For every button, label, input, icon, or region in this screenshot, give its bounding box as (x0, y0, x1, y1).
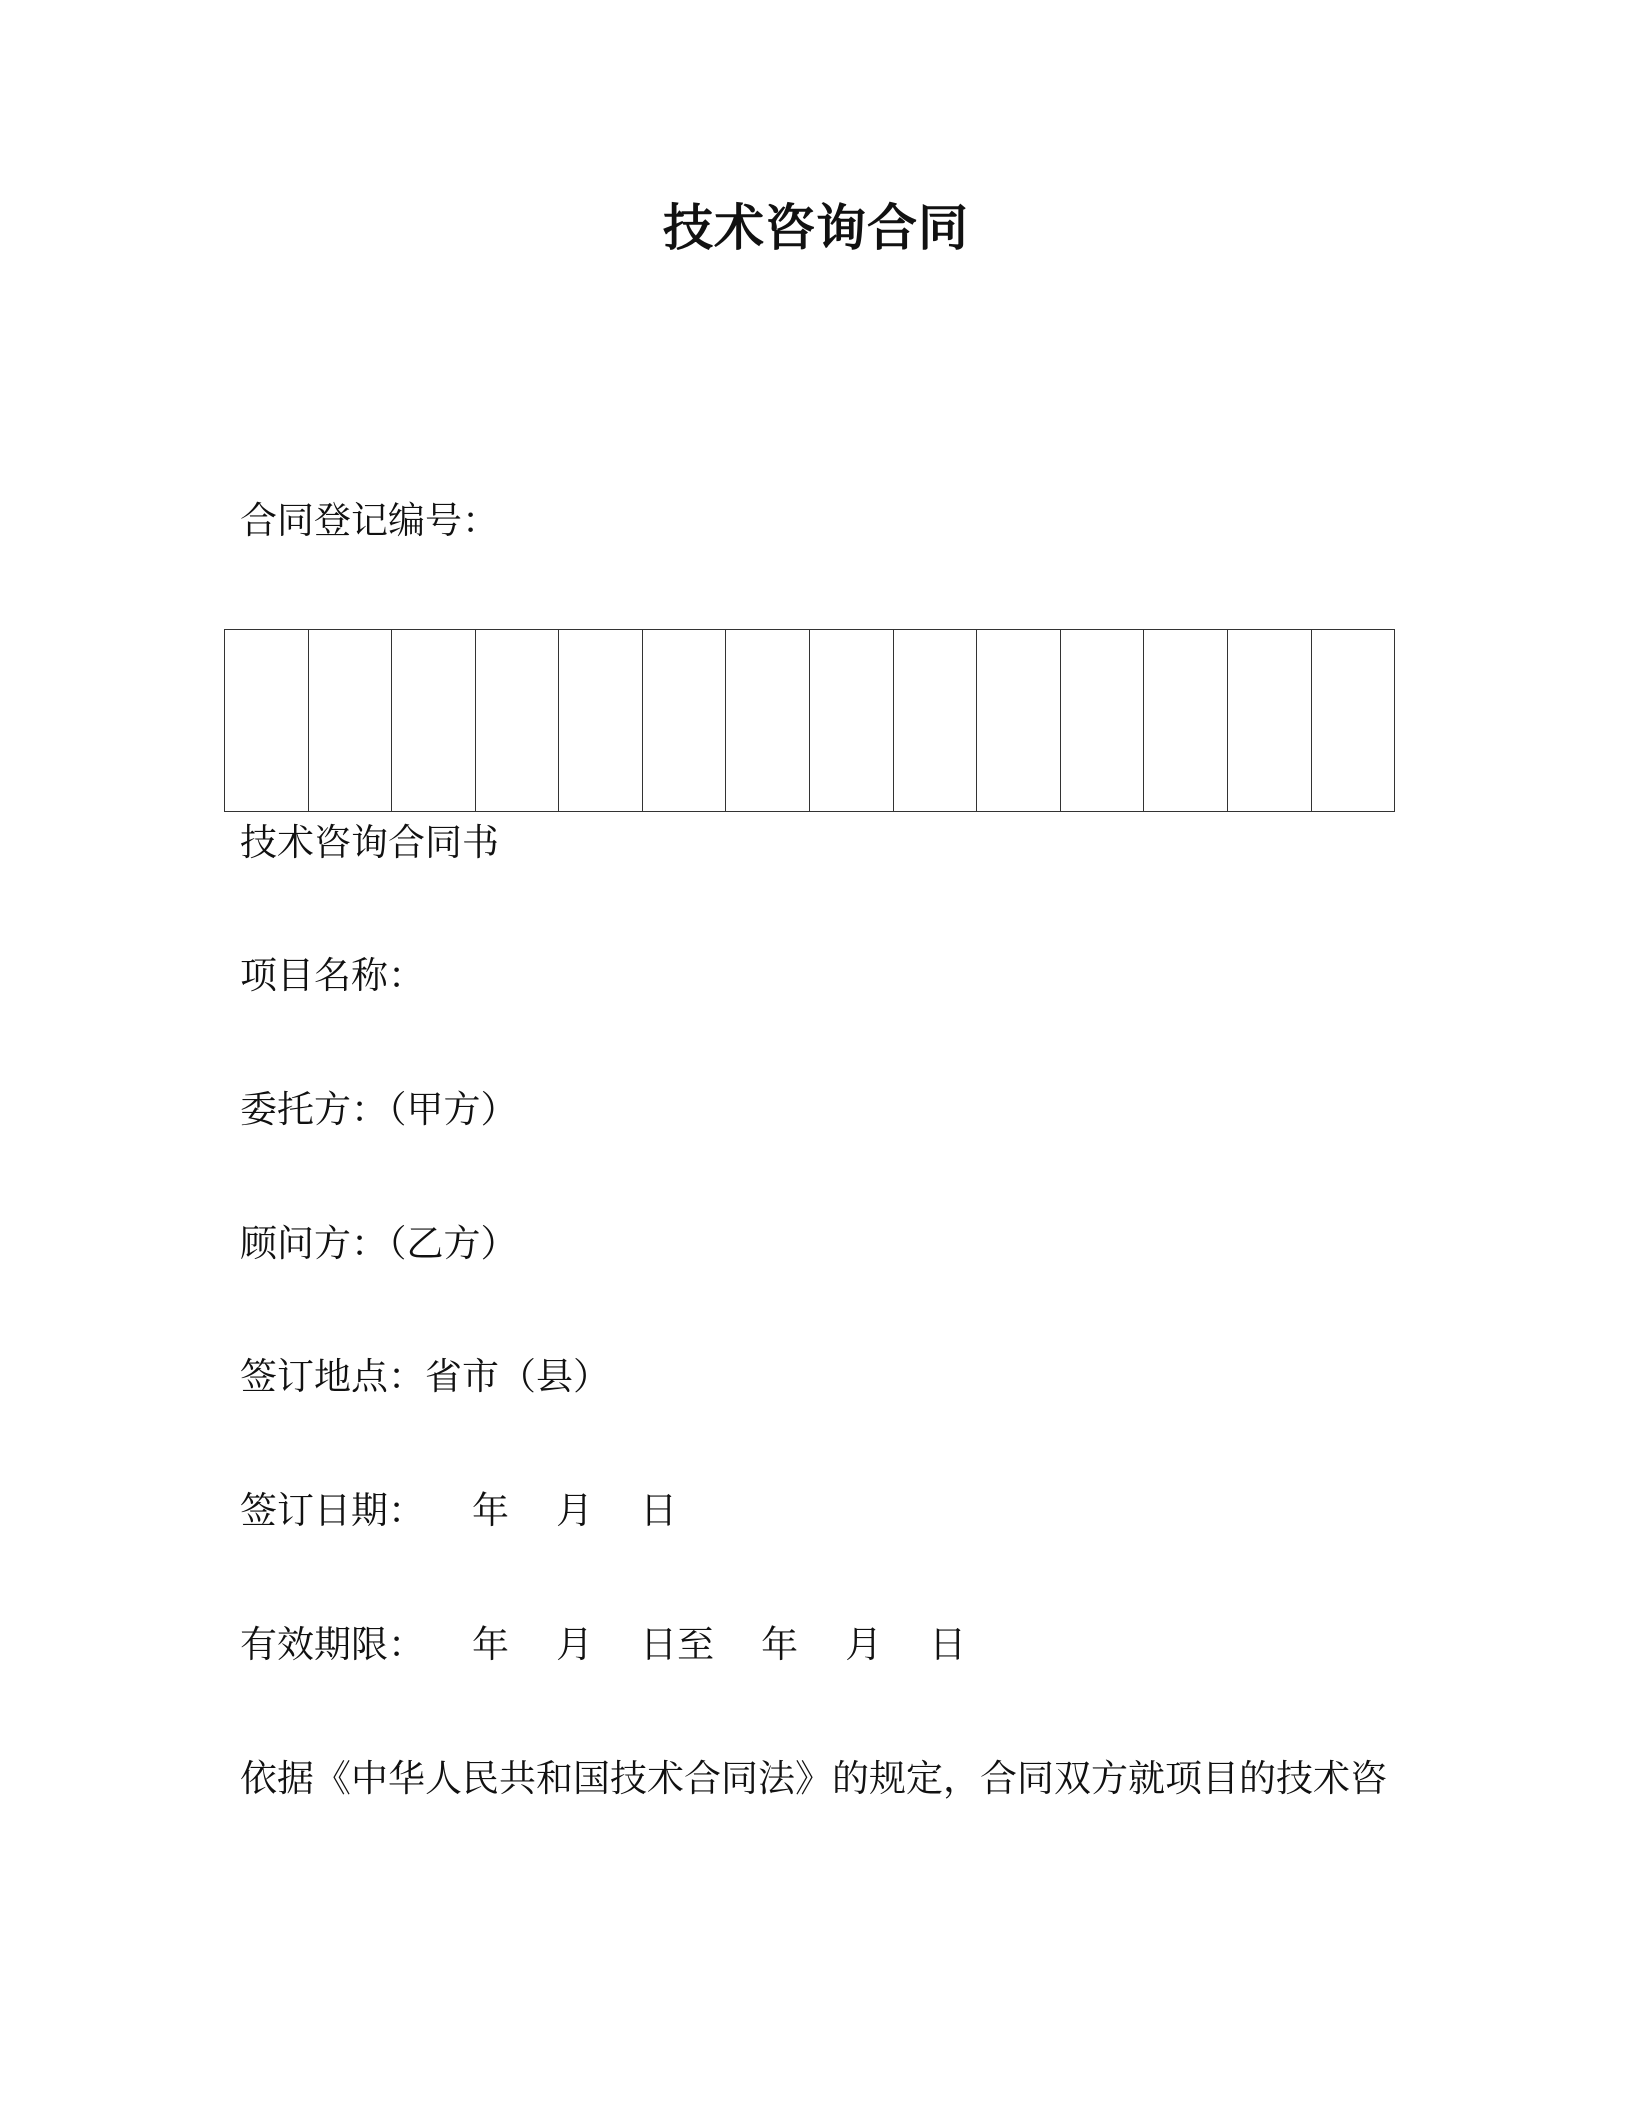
client-label: 委托方：（甲方） (240, 1088, 518, 1131)
signing-date-label: 签订日期： 年 月 日 (240, 1489, 678, 1532)
document-title: 技术咨询合同 (663, 199, 969, 257)
signing-place-label: 签订地点：省市（县） (240, 1355, 610, 1398)
registration-number-cell (1312, 630, 1396, 811)
registration-number-cell (643, 630, 727, 811)
registration-number-cell (559, 630, 643, 811)
registration-number-grid (224, 629, 1395, 812)
registration-number-cell (392, 630, 476, 811)
consultant-label: 顾问方：（乙方） (240, 1222, 518, 1265)
validity-period-label: 有效期限： 年 月 日至 年 月 日 (240, 1623, 967, 1666)
registration-number-cell (894, 630, 978, 811)
registration-number-cell (977, 630, 1061, 811)
registration-number-cell (309, 630, 393, 811)
registration-number-cell (1061, 630, 1145, 811)
body-paragraph: 依据《中华人民共和国技术合同法》的规定，合同双方就项目的技术咨 (240, 1757, 1387, 1800)
registration-number-cell (476, 630, 560, 811)
registration-number-cell (726, 630, 810, 811)
registration-number-cell (810, 630, 894, 811)
registration-number-label: 合同登记编号： (240, 499, 499, 542)
registration-number-cell (1144, 630, 1228, 811)
project-name-label: 项目名称： (240, 954, 425, 997)
contract-subtitle: 技术咨询合同书 (240, 821, 499, 864)
registration-number-cell (225, 630, 309, 811)
registration-number-cell (1228, 630, 1312, 811)
